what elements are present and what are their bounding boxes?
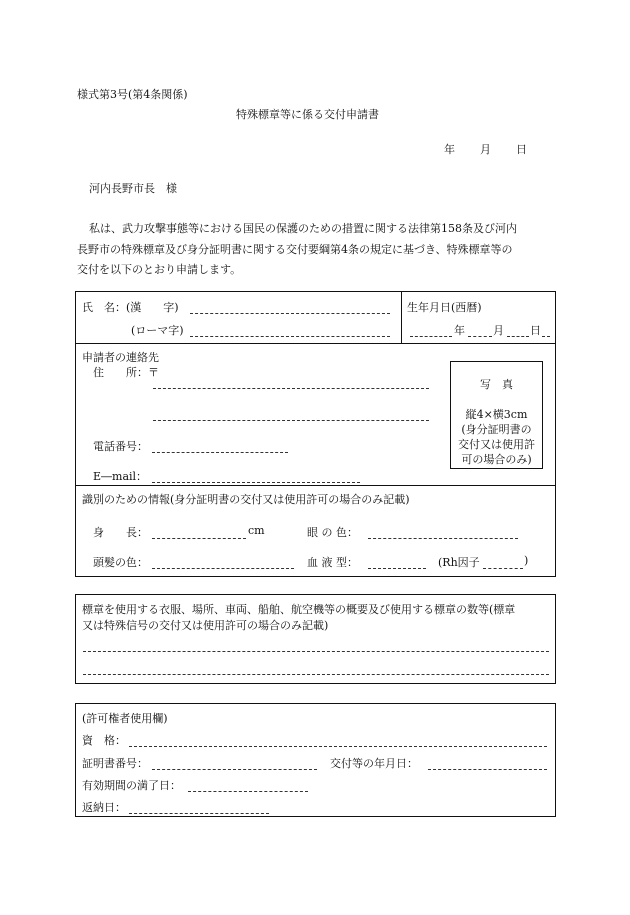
date-year-label: 年 (444, 143, 455, 156)
name-birth-divider (401, 292, 402, 343)
form-number: 様式第3号(第4条関係) (77, 88, 188, 101)
email-label: E―mail： (93, 470, 148, 483)
addressee: 河内長野市長 様 (89, 182, 177, 195)
birth-month-field[interactable] (468, 336, 492, 337)
birth-day-field[interactable] (507, 336, 529, 337)
height-unit: cm (248, 524, 265, 537)
cert-number-field[interactable] (152, 769, 317, 770)
birth-year-field[interactable] (410, 336, 452, 337)
rh-factor-close: ) (524, 554, 529, 567)
name-roman-field[interactable] (190, 336, 390, 337)
date-day-label: 日 (516, 143, 527, 156)
height-field[interactable] (152, 538, 246, 539)
form-title: 特殊標章等に係る交付申請書 (236, 108, 379, 121)
birth-date-label: 生年月日(西暦) (407, 301, 482, 314)
id-info-label: 識別のための情報(身分証明書の交付又は使用許可の場合のみ記載) (82, 493, 410, 506)
divider-contact-id (76, 485, 555, 486)
address-field-1[interactable] (153, 388, 429, 389)
emblem-usage-field-1[interactable] (83, 651, 549, 652)
intro-line-3: 交付を以下のとおり申請します。 (77, 263, 242, 276)
birth-month-label: 月 (493, 324, 504, 337)
contact-label: 申請者の連絡先 (82, 351, 159, 364)
qualification-label: 資 格： (82, 734, 126, 747)
email-field[interactable] (152, 482, 360, 483)
hair-color-label: 頭髪の色： (93, 556, 148, 569)
expiry-field[interactable] (188, 791, 308, 792)
return-date-label: 返納日： (82, 801, 126, 814)
photo-title: 写 真 (480, 378, 513, 391)
expiry-label: 有効期間の満了日： (82, 779, 181, 792)
photo-note-1: (身分証明書の (461, 423, 532, 436)
photo-size: 縦4×横3cm (465, 408, 528, 421)
name-kanji-label: 氏 名：(漢 字) (82, 301, 179, 314)
birth-day-tail (542, 336, 550, 337)
intro-line-1: 私は、武力攻撃事態等における国民の保護のための措置に関する法律第158条及び河内 (89, 222, 517, 235)
rh-factor-field[interactable] (483, 568, 523, 569)
emblem-usage-field-2[interactable] (83, 674, 549, 675)
issue-date-label: 交付等の年月日： (330, 757, 418, 770)
issue-date-field[interactable] (428, 769, 547, 770)
official-use-label: (許可権者使用欄) (82, 712, 168, 725)
return-date-field[interactable] (129, 813, 269, 814)
emblem-usage-text-2: 又は特殊信号の交付又は使用許可の場合のみ記載) (82, 619, 329, 632)
eye-color-label: 眼 の 色： (307, 526, 358, 539)
divider-name-contact (76, 343, 555, 344)
intro-line-2: 長野市の特殊標章及び身分証明書に関する交付要綱第4条の規定に基づき、特殊標章等の (77, 243, 513, 256)
date-month-label: 月 (480, 143, 491, 156)
rh-factor-label: (Rh因子 (438, 556, 480, 569)
qualification-field[interactable] (129, 746, 547, 747)
height-label: 身 長： (93, 526, 148, 539)
eye-color-field[interactable] (368, 538, 518, 539)
emblem-usage-text-1: 標章を使用する衣服、場所、車両、船舶、航空機等の概要及び使用する標章の数等(標章 (82, 603, 516, 616)
address-label: 住 所：〒 (93, 366, 159, 379)
name-roman-label: (ローマ字) (131, 324, 184, 337)
birth-day-label: 日 (530, 324, 541, 337)
cert-number-label: 証明書番号： (82, 757, 148, 770)
photo-note-3: 可の場合のみ) (461, 453, 532, 466)
phone-label: 電話番号： (93, 440, 148, 453)
blood-type-field[interactable] (368, 568, 426, 569)
phone-field[interactable] (152, 452, 288, 453)
name-kanji-field[interactable] (190, 313, 390, 314)
hair-color-field[interactable] (152, 568, 294, 569)
birth-year-label: 年 (454, 324, 465, 337)
address-field-2[interactable] (153, 420, 429, 421)
photo-note-2: 交付又は使用許 (458, 438, 535, 451)
blood-type-label: 血 液 型： (307, 556, 358, 569)
